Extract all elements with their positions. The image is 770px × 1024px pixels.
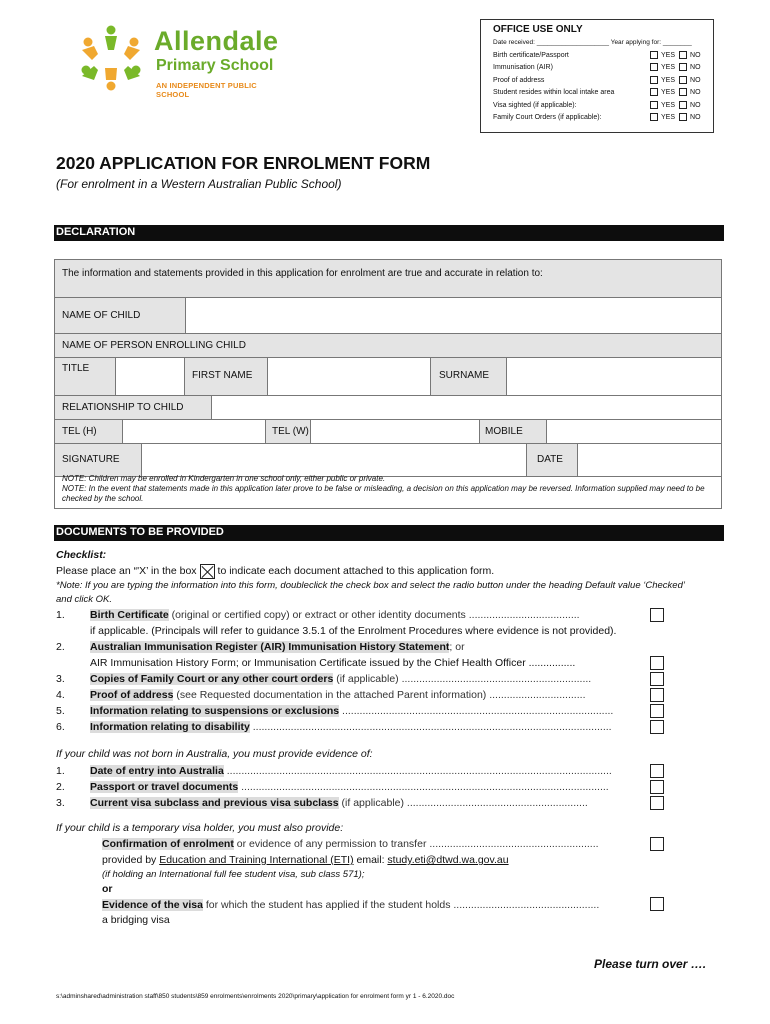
- item-number: 5.: [56, 705, 65, 717]
- document-item: [90, 607, 580, 623]
- evidence-item-title: Current visa subclass and previous visa subclass: [90, 797, 339, 809]
- declaration-heading-bar: [54, 225, 724, 241]
- document-item: [90, 719, 612, 735]
- document-item-line2: AIR Immunisation History Form; or Immunisation Certificate issued by the Chief Health Officer ................: [90, 657, 576, 669]
- yes-label: YES: [661, 114, 676, 121]
- evidence-item-detail: (if applicable) ..............................................................: [338, 797, 588, 809]
- name-enrolling-row: [55, 334, 721, 358]
- logo-line2: Primary School: [156, 57, 274, 74]
- signature-label: SIGNATURE: [62, 454, 120, 465]
- logo-tagline: AN INDEPENDENT PUBLIC SCHOOL: [156, 81, 257, 99]
- office-row: [487, 50, 707, 63]
- surname-field[interactable]: [507, 358, 721, 395]
- please-turn-over: Please turn over ….: [594, 957, 707, 971]
- no-label: NO: [690, 89, 701, 96]
- document-checkbox[interactable]: [650, 672, 664, 686]
- visa-rest: for which the student has applied if the student holds ..................................................: [202, 899, 600, 911]
- typing-note: *Note: If you are typing the information into this form, doubleclick the check box and select the radio button under the heading Default value ‘Checked’ and click OK.: [56, 580, 685, 605]
- document-item: [90, 639, 465, 655]
- yes-label: YES: [661, 89, 676, 96]
- document-item-title: Information relating to disability: [90, 721, 250, 733]
- title-label: TITLE: [62, 363, 90, 374]
- declaration-statement-row: [55, 260, 721, 298]
- confirmation-rest: or evidence of any permission to transfer ..........................................................: [233, 838, 599, 850]
- first-name-field[interactable]: [268, 358, 430, 395]
- eti-link[interactable]: Education and Training International (ETI): [159, 854, 354, 866]
- office-row-label: Birth certificate/Passport: [493, 51, 569, 59]
- no-checkbox[interactable]: [679, 101, 687, 109]
- instruction-part-a: Please place an “'X’ in the box: [56, 565, 197, 577]
- confirmation-of-enrolment: [102, 836, 599, 852]
- date-label: DATE: [537, 454, 563, 465]
- yes-label: YES: [661, 76, 676, 84]
- document-checkbox[interactable]: [650, 656, 664, 670]
- declaration-heading: DECLARATION: [56, 226, 136, 238]
- yes-label: YES: [661, 51, 676, 59]
- office-row: [487, 75, 707, 88]
- form-title: 2020 APPLICATION FOR ENROLMENT FORM: [56, 153, 431, 173]
- document-item: [90, 671, 591, 687]
- visa-evidence-checkbox[interactable]: [650, 897, 664, 911]
- item-number: 3.: [56, 673, 65, 685]
- children-circle-icon: [76, 24, 146, 92]
- name-fields-row: [55, 358, 721, 396]
- if-holding-note: (if holding an International full fee student visa, sub class 571);: [102, 869, 365, 880]
- no-label: NO: [690, 51, 701, 59]
- office-row-label: Student resides within local intake area: [493, 89, 615, 96]
- yes-label: YES: [661, 101, 676, 109]
- yes-checkbox[interactable]: [650, 88, 658, 96]
- office-row-label: Immunisation (AIR): [493, 64, 553, 71]
- declaration-table: [54, 259, 722, 477]
- no-checkbox[interactable]: [679, 51, 687, 59]
- yes-no-options: [650, 75, 701, 88]
- school-logo: [76, 24, 279, 99]
- evidence-item: [90, 779, 609, 795]
- office-row-label: Proof of address: [493, 76, 545, 84]
- mobile-label: MOBILE: [485, 426, 523, 437]
- documents-heading-bar: [54, 525, 724, 541]
- bridging-visa-text: a bridging visa: [102, 914, 170, 926]
- document-item-title: Proof of address: [90, 689, 174, 701]
- document-item-title: Copies of Family Court or any other court orders: [90, 673, 334, 685]
- confirmation-checkbox[interactable]: [650, 837, 664, 851]
- item-number: 6.: [56, 721, 65, 733]
- item-number: 3.: [56, 797, 65, 809]
- tel-w-field[interactable]: [311, 420, 479, 443]
- item-number: 2.: [56, 641, 65, 653]
- documents-heading: DOCUMENTS TO BE PROVIDED: [56, 526, 224, 538]
- first-name-label: FIRST NAME: [192, 370, 253, 381]
- or-text: or: [102, 883, 113, 895]
- evidence-of-visa: [102, 897, 599, 913]
- office-title: OFFICE USE ONLY: [493, 24, 583, 35]
- checklist-label: Checklist:: [56, 549, 107, 561]
- name-of-child-row: [55, 298, 721, 334]
- visa-bold: Evidence of the visa: [102, 899, 203, 911]
- yes-checkbox[interactable]: [650, 76, 658, 84]
- yes-no-options: [650, 100, 701, 113]
- no-checkbox[interactable]: [679, 113, 687, 121]
- document-item: [90, 687, 585, 703]
- eti-email-link[interactable]: study.eti@dtwd.wa.gov.au: [387, 854, 509, 866]
- provided-by-line: [102, 852, 509, 868]
- no-checkbox[interactable]: [679, 76, 687, 84]
- item-number: 1.: [56, 609, 65, 621]
- relationship-label: RELATIONSHIP TO CHILD: [62, 402, 184, 413]
- footer-file-path: s:\adminshared\administration staff\850 students\859 enrolments\enrolments 2020\primary\application for enrolment form yr 1 - 6.2020.doc: [56, 993, 455, 1000]
- yes-checkbox[interactable]: [650, 63, 658, 71]
- provided-by-text: provided by: [102, 854, 160, 866]
- logo-name: Allendale: [154, 26, 279, 56]
- yes-no-options: [650, 87, 701, 100]
- no-label: NO: [690, 114, 701, 121]
- form-subtitle: (For enrolment in a Western Australian Public School): [56, 177, 342, 191]
- no-label: NO: [690, 64, 701, 71]
- no-checkbox[interactable]: [679, 88, 687, 96]
- relationship-row: [55, 396, 721, 420]
- no-label: NO: [690, 101, 701, 109]
- document-item-detail: ; or: [449, 641, 465, 653]
- document-item-title: Information relating to suspensions or exclusions: [90, 705, 340, 717]
- item-number: 2.: [56, 781, 65, 793]
- title-field[interactable]: [116, 358, 184, 395]
- tel-w-label: TEL (W): [272, 426, 309, 437]
- name-of-child-label: NAME OF CHILD: [62, 310, 141, 321]
- name-of-child-field[interactable]: [186, 298, 721, 333]
- document-checkbox[interactable]: [650, 608, 664, 622]
- evidence-item: [90, 763, 612, 779]
- evidence-item-detail: ..............................................................................................................................: [238, 781, 609, 793]
- office-row: [487, 100, 707, 113]
- evidence-checkbox[interactable]: [650, 780, 664, 794]
- evidence-item-title: Passport or travel documents: [90, 781, 239, 793]
- confirmation-bold: Confirmation of enrolment: [102, 838, 234, 850]
- office-row: [487, 112, 707, 125]
- email-label: email:: [353, 854, 388, 866]
- document-checkbox[interactable]: [650, 720, 664, 734]
- document-item-detail: ...........................................................................................................................: [249, 721, 612, 733]
- evidence-item-detail: ....................................................................................................................................: [223, 765, 612, 777]
- surname-label: SURNAME: [439, 370, 490, 381]
- office-row-label: Visa sighted (if applicable):: [493, 101, 577, 109]
- relationship-field[interactable]: [212, 396, 721, 419]
- office-date-line: Date received: ____________________ Year applying for: ________: [493, 39, 692, 46]
- item-number: 1.: [56, 765, 65, 777]
- instruction-part-b: to indicate each document attached to this application form.: [217, 565, 495, 577]
- document-item-detail: .............................................................................................: [339, 705, 614, 717]
- temp-visa-heading: If your child is a temporary visa holder, you must also provide:: [56, 822, 344, 834]
- yes-no-options: [650, 62, 701, 75]
- document-item-title: Birth Certificate: [90, 609, 169, 621]
- office-row: [487, 62, 707, 75]
- document-item: [90, 703, 613, 719]
- x-checkbox-example-icon: [200, 564, 215, 579]
- document-item-detail: (see Requested documentation in the attached Parent information) .................................: [173, 689, 586, 701]
- office-row: [487, 87, 707, 100]
- yes-checkbox[interactable]: [650, 51, 658, 59]
- tel-h-field[interactable]: [123, 420, 265, 443]
- evidence-checkbox[interactable]: [650, 764, 664, 778]
- document-item-line2: if applicable. (Principals will refer to guidance 3.5.1 of the Enrolment Procedures where evidence is not provided).: [90, 625, 617, 637]
- yes-checkbox[interactable]: [650, 113, 658, 121]
- yes-no-options: [650, 50, 701, 63]
- office-row-label: Family Court Orders (if applicable):: [493, 114, 602, 121]
- no-checkbox[interactable]: [679, 63, 687, 71]
- declaration-statement: The information and statements provided in this application for enrolment are true and accurate in relation to:: [62, 268, 543, 279]
- evidence-item: [90, 795, 588, 811]
- checklist-instruction: [56, 563, 494, 579]
- evidence-item-title: Date of entry into Australia: [90, 765, 224, 777]
- yes-label: YES: [661, 64, 676, 71]
- document-item-detail: (original or certified copy) or extract or other identity documents ......................................: [168, 609, 580, 621]
- yes-checkbox[interactable]: [650, 101, 658, 109]
- phone-row: [55, 420, 721, 444]
- document-checkbox[interactable]: [650, 688, 664, 702]
- document-checkbox[interactable]: [650, 704, 664, 718]
- declaration-notes: [62, 474, 712, 504]
- no-label: NO: [690, 76, 701, 84]
- name-enrolling-label: NAME OF PERSON ENROLLING CHILD: [62, 340, 246, 351]
- document-item-title: Australian Immunisation Register (AIR) Immunisation History Statement: [90, 641, 450, 653]
- document-item-detail: (if applicable) .................................................................: [333, 673, 592, 685]
- not-born-heading: If your child was not born in Australia, you must provide evidence of:: [56, 748, 373, 760]
- office-use-box: [480, 19, 714, 133]
- note-kindergarten: NOTE: Children may be enrolled in Kindergarten in one school only, either public or private.: [62, 474, 386, 483]
- note-false-statements: NOTE: In the event that statements made in this application later prove to be false or misleading, a decision on this application may be reversed. Information supplied may need to be checked by the school.: [62, 484, 705, 503]
- tel-h-label: TEL (H): [62, 426, 97, 437]
- item-number: 4.: [56, 689, 65, 701]
- evidence-checkbox[interactable]: [650, 796, 664, 810]
- yes-no-options: [650, 112, 701, 125]
- mobile-field[interactable]: [547, 420, 721, 443]
